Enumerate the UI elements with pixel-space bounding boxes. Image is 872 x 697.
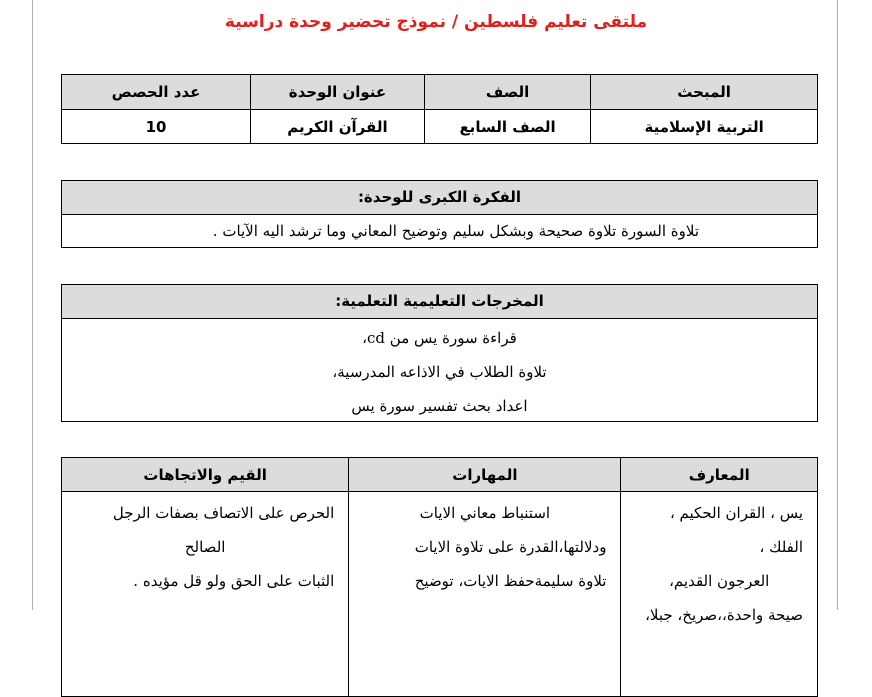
skills-cell <box>349 492 621 697</box>
header-subject: المبحث <box>591 75 818 110</box>
table-header-row <box>62 458 818 492</box>
header-skills: المهارات <box>349 458 621 492</box>
knowledge-line: صيحة واحدة،،صريخ، جبلا، <box>645 606 803 624</box>
learning-outcomes-heading: المخرجات التعليمية التعلمية: <box>62 285 817 319</box>
page-title: ملتقى تعليم فلسطين / نموذج تحضير وحدة دراسية <box>224 12 648 32</box>
knowledge-cell <box>621 492 818 697</box>
values-line: الصالح <box>184 538 226 556</box>
value-subject: التربية الإسلامية <box>591 110 818 144</box>
skills-line: استنباط معاني الايات <box>419 504 551 522</box>
header-values: القيم والاتجاهات <box>62 458 349 492</box>
big-idea-heading: الفكرة الكبرى للوحدة: <box>62 181 817 215</box>
skills-line: تلاوة سليمةحفظ الايات، توضيح <box>414 572 607 590</box>
learning-outcomes-box <box>61 284 818 422</box>
table-row <box>62 492 818 697</box>
list-item: قراءة سورة يس من cd، <box>362 329 517 347</box>
values-cell <box>62 492 349 697</box>
big-idea-box <box>61 180 818 248</box>
knowledge-line: يس ، القران الحكيم ، الفلك ، <box>669 504 803 556</box>
knowledge-line: العرجون القديم، <box>669 572 770 590</box>
header-knowledge: المعارف <box>621 458 818 492</box>
skills-line: ودلالتها،القدرة على تلاوة الايات <box>414 538 607 556</box>
header-lesson-count: عدد الحصص <box>62 75 251 110</box>
table-header-row <box>62 75 818 110</box>
knowledge-skills-values-table <box>61 457 818 697</box>
values-line: الحرص على الاتصاف بصفات الرجل <box>112 504 335 522</box>
value-lesson-count: 10 <box>62 110 251 144</box>
value-grade: الصف السابع <box>424 110 590 144</box>
learning-outcomes-list <box>62 319 817 425</box>
values-line: الثبات على الحق ولو قل مؤيده . <box>133 572 335 590</box>
header-unit-title: عنوان الوحدة <box>251 75 425 110</box>
header-grade: الصف <box>424 75 590 110</box>
big-idea-text: تلاوة السورة تلاوة صحيحة وبشكل سليم وتوضيح المعاني وما ترشد اليه الآيات . <box>212 222 699 240</box>
list-item: اعداد بحث تفسير سورة يس <box>351 397 528 415</box>
value-unit-title: القرآن الكريم <box>251 110 425 144</box>
table-row <box>62 110 818 144</box>
unit-info-table <box>61 74 818 144</box>
list-item: تلاوة الطلاب في الاذاعه المدرسية، <box>332 363 547 381</box>
